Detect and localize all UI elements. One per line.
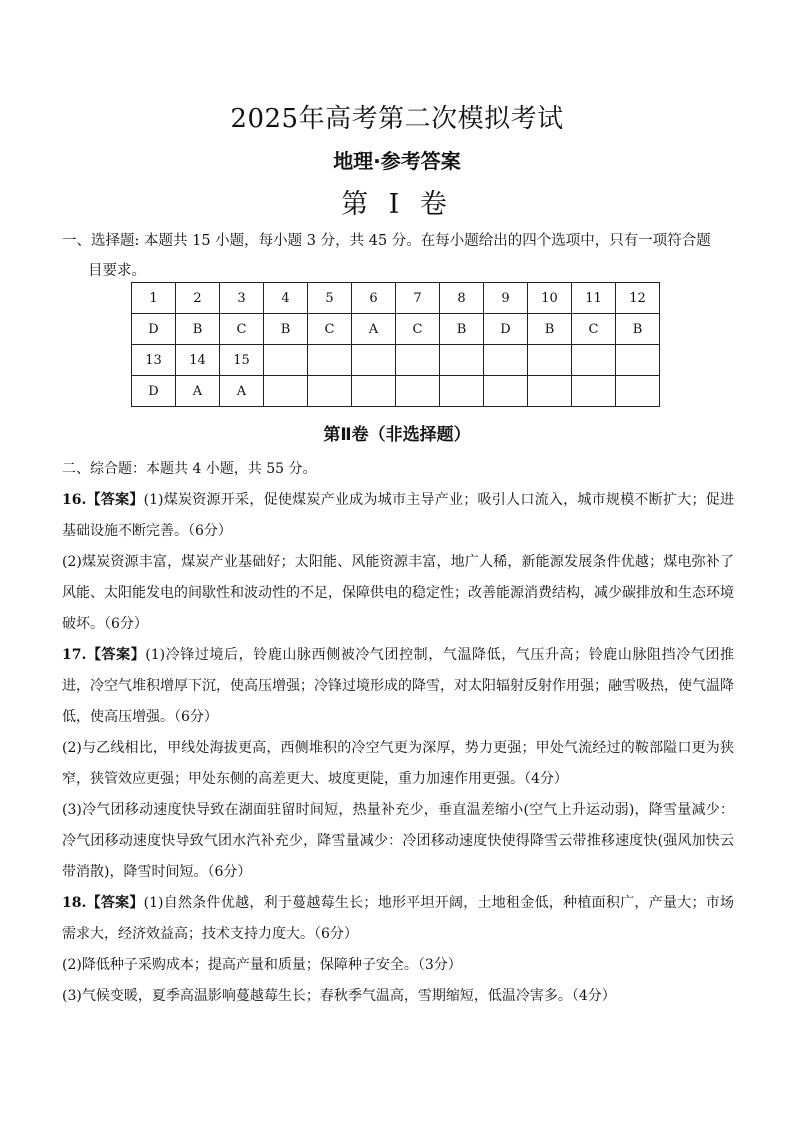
q18-part-2: (2)降低种子采购成本；提高产量和质量；保障种子安全。（3分）	[62, 957, 462, 973]
table-cell: A	[352, 314, 396, 345]
answer-table	[131, 282, 660, 407]
q18-part-3: (3)气候变暖，夏季高温影响蔓越莓生长；春秋季气温高，雪期缩短，低温冷害多。（4分）	[62, 988, 616, 1004]
table-cell: 15	[220, 345, 264, 376]
table-cell: B	[440, 314, 484, 345]
table-cell: 12	[616, 283, 660, 314]
table-cell: C	[396, 314, 440, 345]
table-cell	[308, 345, 352, 376]
table-cell: 4	[264, 283, 308, 314]
table-cell: D	[132, 314, 176, 345]
table-row-numbers-2	[132, 345, 660, 376]
table-cell	[440, 376, 484, 407]
table-cell: C	[572, 314, 616, 345]
q16-part-2: (2)煤炭资源丰富，煤炭产业基础好；太阳能、风能资源丰富，地广人稀，新能源发展条件优越；煤电弥补了风能、太阳能发电的间歇性和波动性的不足，保障供电的稳定性；改善能源消费结构，减少碳排放和生态环境破坏。（6分）	[62, 554, 734, 632]
table-cell	[572, 376, 616, 407]
table-cell: 3	[220, 283, 264, 314]
table-cell: B	[264, 314, 308, 345]
table-cell: B	[176, 314, 220, 345]
table-cell	[484, 345, 528, 376]
table-cell: 13	[132, 345, 176, 376]
table-cell: 8	[440, 283, 484, 314]
table-cell: 2	[176, 283, 220, 314]
table-cell: 1	[132, 283, 176, 314]
q16-part-1	[62, 485, 734, 547]
table-cell	[352, 345, 396, 376]
table-cell	[308, 376, 352, 407]
table-cell	[528, 345, 572, 376]
table-cell	[484, 376, 528, 407]
table-cell	[528, 376, 572, 407]
table-cell	[440, 345, 484, 376]
table-cell	[352, 376, 396, 407]
q17-part-2: (2)与乙线相比，甲线处海拔更高，西侧堆积的冷空气更为深厚，势力更强；甲处气流经过的鞍部隘口更为狭窄，狭管效应更强；甲处东侧的高差更大、坡度更陡，重力加速作用更强。（4分）	[62, 740, 734, 787]
table-cell: B	[528, 314, 572, 345]
exam-subtitle: 地理·参考答案	[333, 149, 461, 173]
table-cell: C	[308, 314, 352, 345]
table-row-answers-2	[132, 376, 660, 407]
table-cell	[616, 345, 660, 376]
q16-label: 16.【答案】	[62, 492, 144, 508]
exam-title: 2025年高考第二次模拟考试	[230, 104, 564, 134]
volume-1-heading: 第 I 卷	[341, 189, 453, 220]
table-cell: 9	[484, 283, 528, 314]
table-cell: A	[220, 376, 264, 407]
table-cell: 11	[572, 283, 616, 314]
q16-part-1-text: (1)煤炭资源开采，促使煤炭产业成为城市主导产业；吸引人口流入，城市规模不断扩大；促进基础设施不断完善。（6分）	[62, 492, 734, 539]
table-cell	[616, 376, 660, 407]
section-2-intro: 二、综合题：本题共 4 小题，共 55 分。	[62, 461, 317, 477]
section-1-intro	[62, 226, 742, 286]
q17-part-1	[62, 640, 734, 733]
q17-part-1-text: (1)冷锋过境后，铃鹿山脉西侧被冷气团控制，气温降低，气压升高；铃鹿山脉阻挡冷气团推进，冷空气堆积增厚下沉，使高压增强；冷锋过境形成的降雪，对太阳辐射反射作用强；融雪吸热，使气温降低，使高压增强。（6分）	[62, 647, 734, 725]
section-1-intro-line-2: 目要求。	[88, 263, 146, 279]
q18-part-1	[62, 888, 734, 950]
table-row-numbers-1	[132, 283, 660, 314]
q17-part-3: (3)冷气团移动速度快导致在湖面驻留时间短，热量补充少，垂直温差缩小(空气上升运动弱)，降雪量减少：冷气团移动速度快导致气团水汽补充少，降雪量减少：冷团移动速度快使得降雪云带推移速度快(强风加快云带消散)，降雪时间短。（6分）	[62, 802, 734, 880]
table-cell: 7	[396, 283, 440, 314]
volume-2-heading: 第Ⅱ卷（非选择题）	[323, 425, 471, 445]
table-cell	[396, 376, 440, 407]
section-1-intro-line-1: 一、选择题: 本题共 15 小题，每小题 3 分，共 45 分。在每小题给出的四个选项中，只有一项符合题	[62, 233, 711, 249]
table-cell	[264, 345, 308, 376]
table-cell: 14	[176, 345, 220, 376]
table-cell: C	[220, 314, 264, 345]
table-cell: 10	[528, 283, 572, 314]
answers-body	[62, 454, 734, 1012]
table-cell: A	[176, 376, 220, 407]
table-cell: D	[484, 314, 528, 345]
table-cell	[264, 376, 308, 407]
table-cell: 6	[352, 283, 396, 314]
q18-label: 18.【答案】	[62, 895, 144, 911]
table-cell	[572, 345, 616, 376]
table-cell	[396, 345, 440, 376]
table-cell: 5	[308, 283, 352, 314]
q17-label: 17.【答案】	[62, 647, 146, 663]
table-row-answers-1	[132, 314, 660, 345]
q18-part-1-text: (1)自然条件优越，利于蔓越莓生长；地形平坦开阔，土地租金低，种植面积广，产量大；市场需求大，经济效益高；技术支持力度大。（6分）	[62, 895, 734, 942]
table-cell: D	[132, 376, 176, 407]
table-cell: B	[616, 314, 660, 345]
